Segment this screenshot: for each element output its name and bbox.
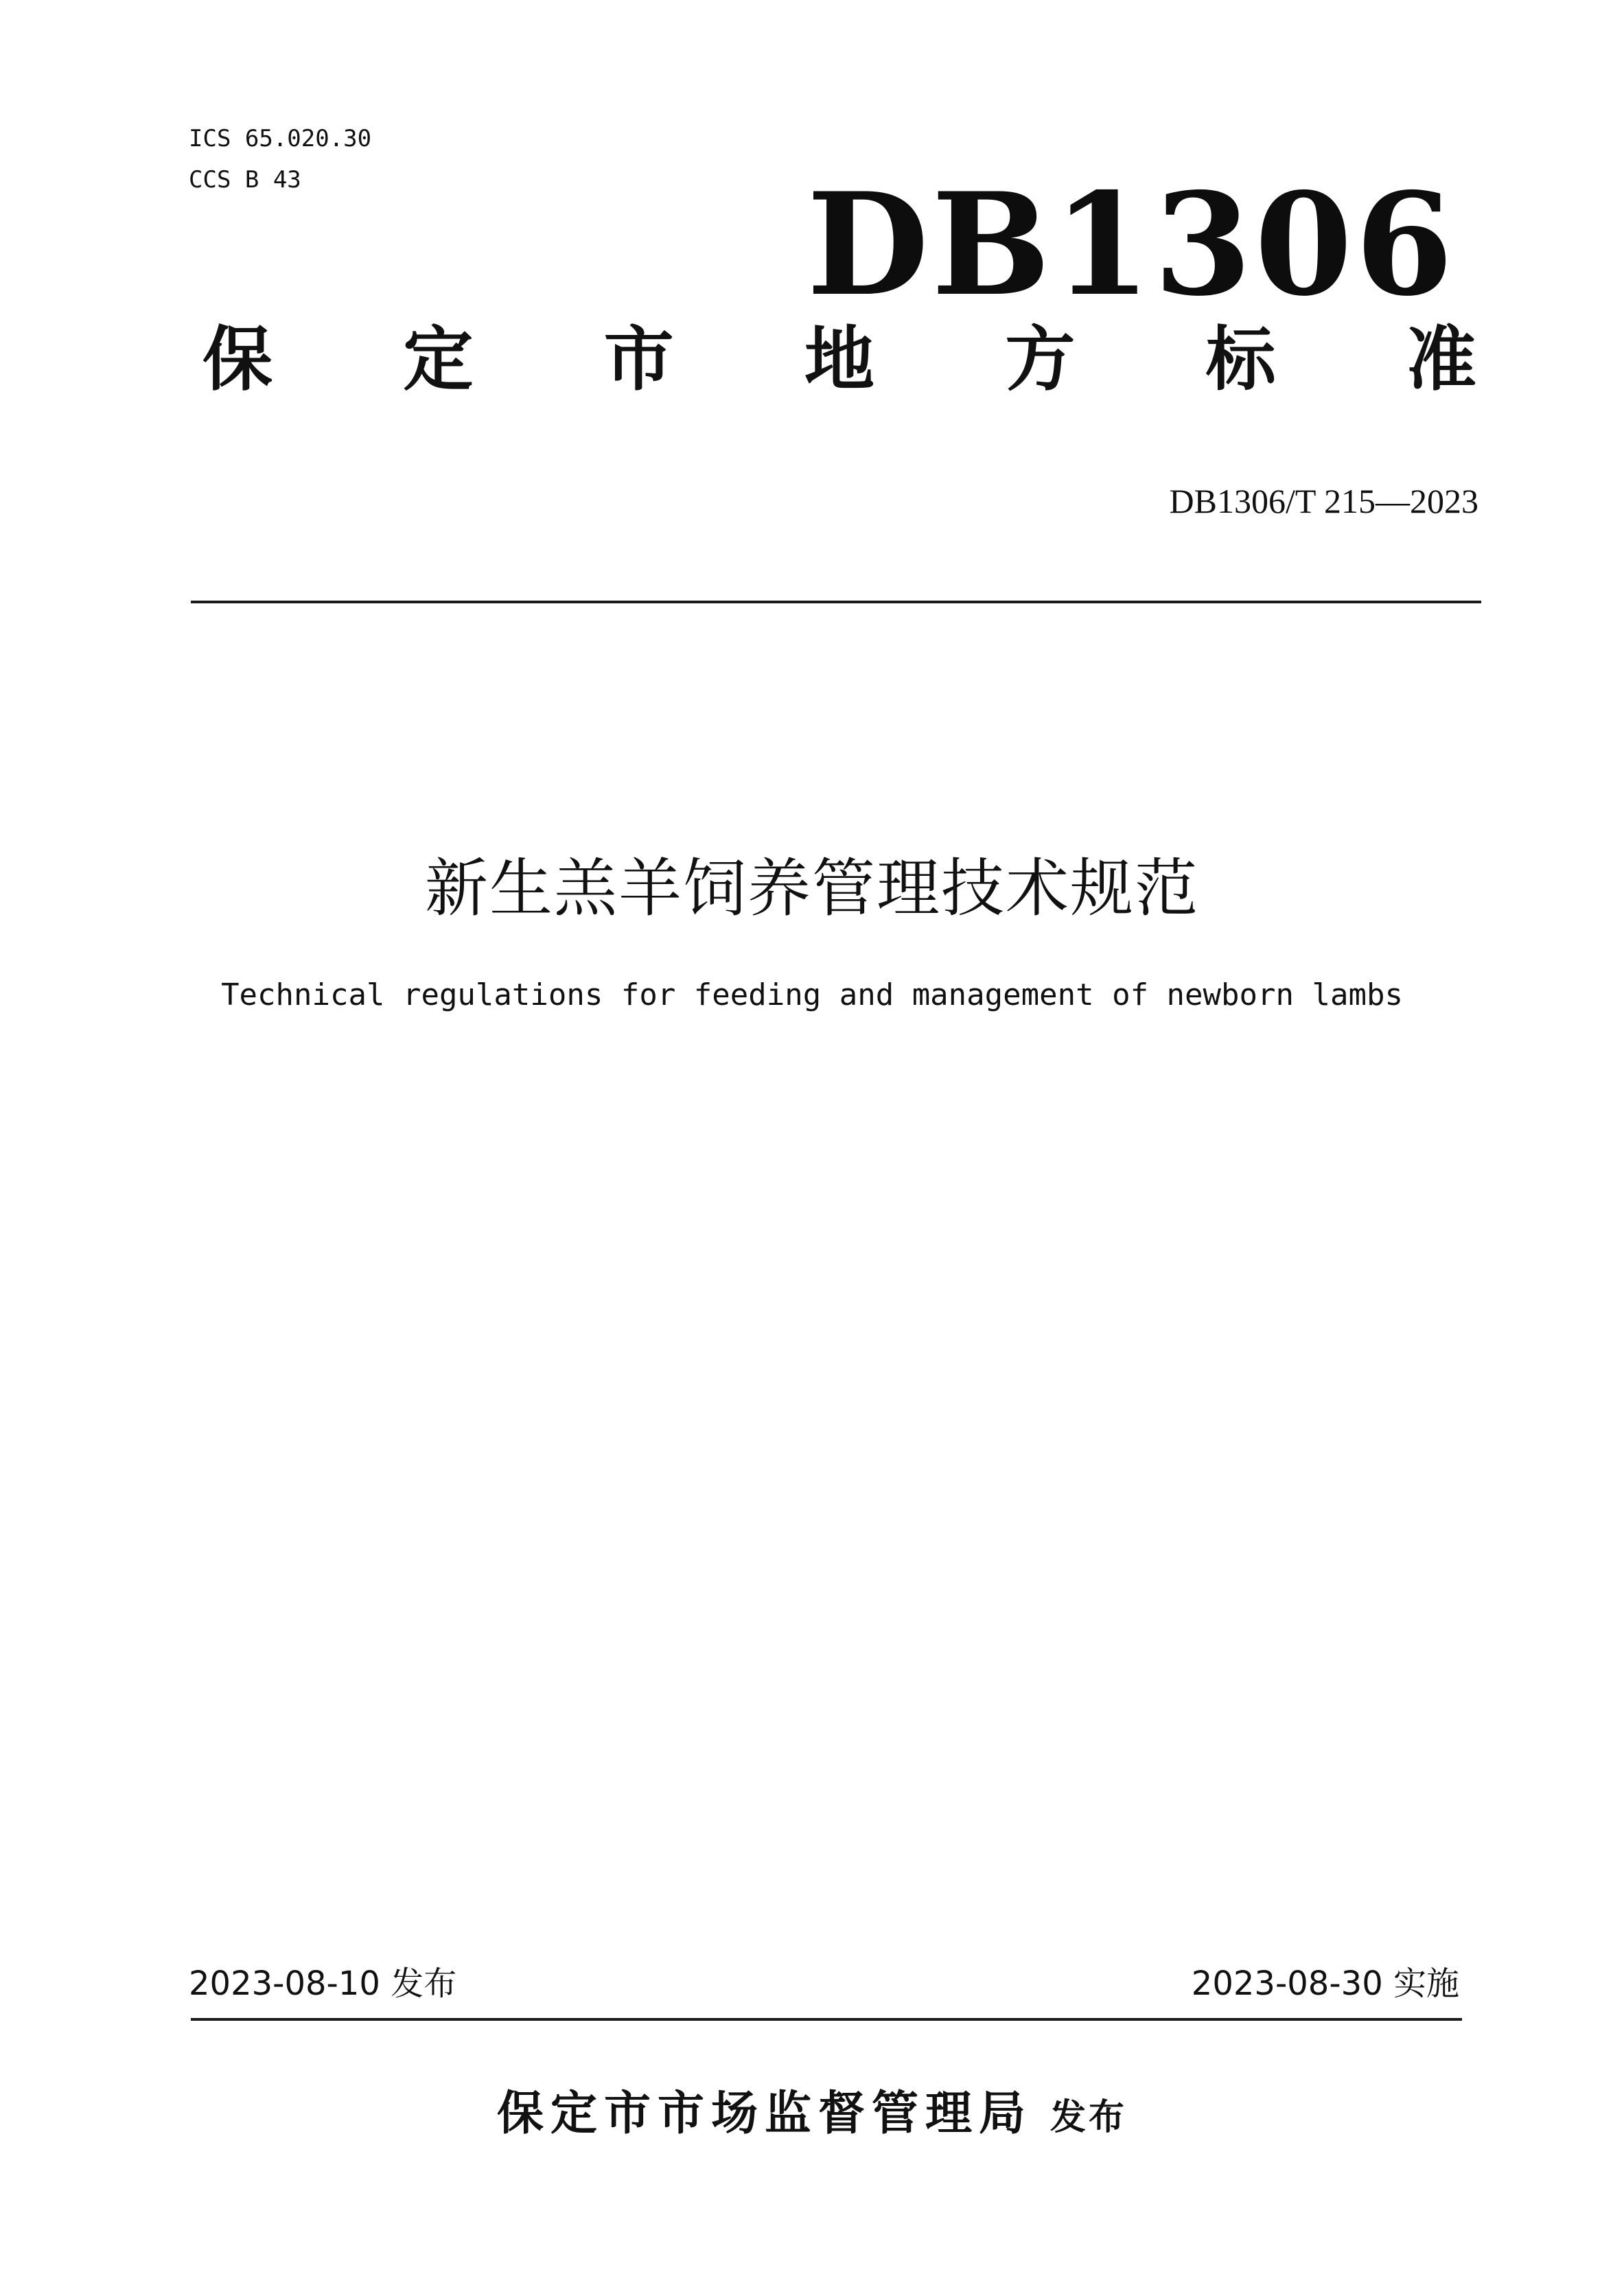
issuer-line [0, 2087, 1624, 2145]
standard-type-char: 标 [1205, 319, 1276, 401]
document-title-chinese: 新生羔羊饲养管理技术规范 [424, 852, 1199, 925]
standard-type-heading [202, 319, 1476, 401]
standard-type-char: 地 [804, 319, 874, 401]
standard-number: DB1306/T 215—2023 [1169, 482, 1478, 520]
footer-divider [191, 2018, 1462, 2021]
standard-type-char: 方 [1005, 319, 1076, 401]
standard-type-char: 准 [1406, 319, 1476, 401]
publish-date: 2023-08-10 发布 [189, 1964, 457, 2003]
issuer-suffix: 发布 [1050, 2097, 1128, 2138]
issuer-name: 保定市市场监督管理局 [496, 2087, 1032, 2141]
implement-date: 2023-08-30 实施 [1191, 1964, 1459, 2003]
standard-type-char: 定 [403, 319, 474, 401]
db-standard-logo: DB1306 [807, 163, 1456, 327]
ccs-code: CCS B 43 [189, 166, 301, 194]
header-divider [191, 601, 1481, 603]
standard-type-char: 市 [603, 319, 674, 401]
ics-code: ICS 65.020.30 [189, 125, 372, 152]
document-title-english: Technical regulations for feeding and management of newborn lambs [221, 977, 1403, 1012]
standard-type-char: 保 [202, 319, 272, 401]
